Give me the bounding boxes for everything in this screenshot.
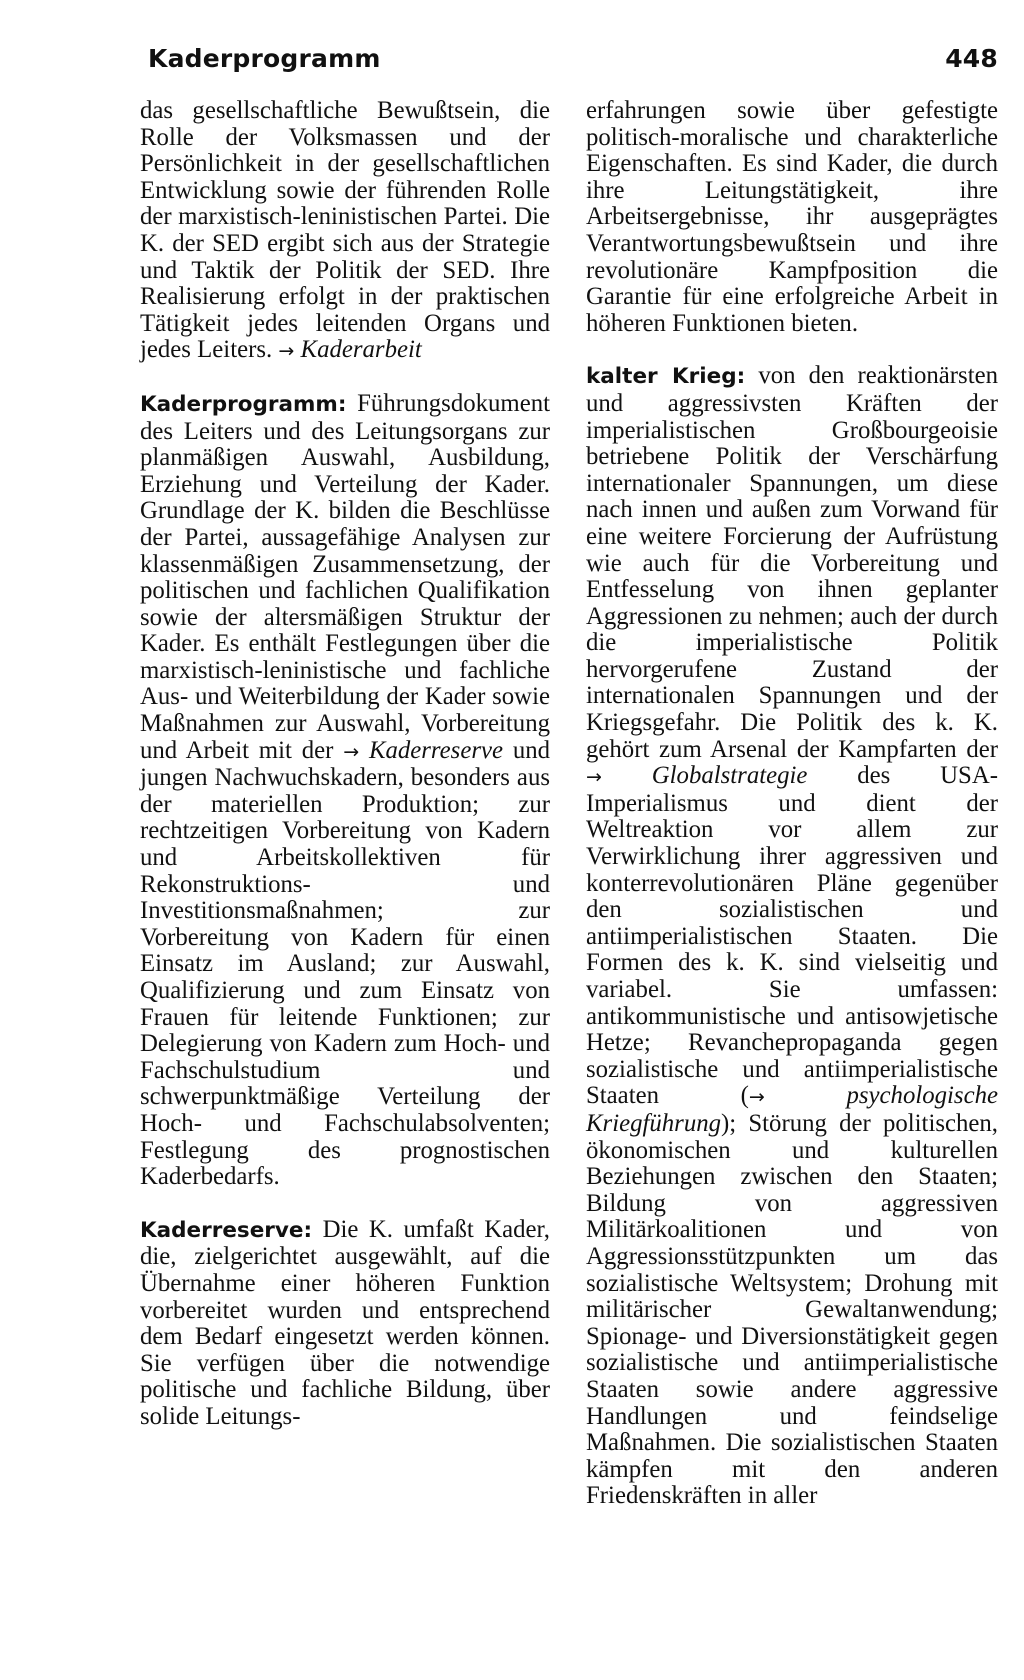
continuation-text: das gesellschaftliche Bewußtsein, die Rolle der Volksmassen und der Persönlichkeit in der gesellschaftlichen Entwicklung sowie der führenden Rolle der marxistisch-leninistischen Partei. Die K. der SED ergibt sich aus der Strategie und Taktik der Politik der SED. Ihre Realisierung erfolgt in der praktischen Tätigkeit jedes leitenden Organs und jedes Leiters. [140,97,550,364]
entry-text: Die K. umfaßt Kader, die, zielgerichtet ausgewählt, auf die Übernahme einer höheren Funktion vorbereitet wurden und entsprechend dem Bedarf eingesetzt werden können. Sie verfügen über die notwendige politische und fachliche Bildung, über solide Leitungs- [140,1215,551,1430]
right-column [586,98,998,1510]
continuation-paragraph [586,98,998,337]
entry-kaderprogramm [140,391,550,1191]
cross-reference-kaderarbeit[interactable]: Kaderarbeit [300,336,422,364]
left-column [140,98,550,1431]
entry-kalter-krieg [586,363,998,1510]
cross-reference-globalstrategie[interactable]: Globalstrategie [651,762,808,790]
entry-kaderreserve [140,1217,550,1431]
entry-text: ); Störung der politischen, ökonomischen und kulturellen Beziehungen zwischen den Staaten; Bildung von aggressiven Militärkoalitionen und von Aggressionsstützpunkten um das sozialistische Weltsystem; Drohung mit militärischer Gewaltanwendung; Spionage- und Diversionstätigkeit gegen sozialistische und antiimperialistische Staaten sowie andere aggressive Handlungen und feindselige Maßnahmen. Die sozialistischen Staaten kämpfen mit den anderen Friedenskräften in aller [586,1109,998,1510]
entry-text: und jungen Nachwuchskadern, besonders aus der materiellen Produktion; zur rechtzeitigen Vorbereitung von Kadern und Arbeitskollektiven für Rekonstruktions- und Investitionsmaßnahmen; zur Vorbereitung von Kadern für einen Einsatz im Ausland; zur Auswahl, Qualifizierung und zum Einsatz von Frauen für leitende Funktionen; zur Delegierung von Kadern zum Hoch- und Fachschulstudium und schwerpunktmäßige Verteilung der Hoch- und Fachschulabsolventen; Festlegung des prognostischen Kaderbedarfs. [140,736,551,1191]
page-number: 448 [945,44,998,73]
entry-text: des USA-Imperialismus und dient der Weltreaktion vor allem zur Verwirklichung ihrer aggressiven und konterrevolutionären Pläne gegenüber den sozialistischen und antiimperialistischen Staaten. Die Formen des k. K. sind vielseitig und variabel. Sie umfassen: antikommunistische und antisowjetische Hetze; Revanchepropaganda gegen sozialistische und antiimperialistische Staaten ( [586,762,998,1110]
headword-kalter-krieg: kalter Krieg: [586,364,746,390]
entry-text: Führungsdokument des Leiters und des Leitungsorgans zur planmäßigen Auswahl, Ausbildung, Erziehung und Verteilung der Kader. Grundlage der K. bilden die Beschlüsse der Partei, aussagefähige Analysen zur klassenmäßigen Zusammensetzung, der politischen und fachlichen Qualifikation sowie der altersmäßigen Struktur der Kader. Es enthält Festlegungen über die marxistisch-leninistische und fachliche Aus- und Weiterbildung der Kader sowie Maßnahmen zur Auswahl, Vorbereitung und Arbeit mit der [140,389,550,764]
cross-reference-arrow-icon: → [343,740,360,763]
entry-text: von den reaktionärsten und aggressivsten Kräften der imperialistischen Großbourgeoisie betriebene Politik der Verschärfung internationaler Spannungen, um diese nach innen und außen zum Vorwand für eine weitere Forcierung der Aufrüstung wie auch für die Vorbereitung und Entfesselung von ihnen geplanter Aggressionen zu nehmen; auch der durch die imperialistische Politik hervorgerufene Zustand der internationalen Spannungen und der Kriegsgefahr. Die Politik des k. K. gehört zum Arsenal der Kampfarten der [586,362,998,763]
continuation-paragraph [140,98,550,365]
headword-kaderreserve: Kaderreserve: [140,1217,313,1243]
cross-reference-arrow-icon: → [278,340,295,363]
cross-reference-psychologische-kriegfuehrung[interactable]: psychologische Kriegführung [586,1082,998,1137]
cross-reference-arrow-icon: → [748,1086,765,1109]
cross-reference-kaderreserve[interactable]: Kaderreserve [368,736,503,764]
cross-reference-arrow-icon: → [586,766,602,789]
running-head-title: Kaderprogramm [148,44,381,73]
continuation-text: erfahrungen sowie über gefestigte politisch-moralische und charakterliche Eigenschaften. Es sind Kader, die durch ihre Leitungstätigkeit, ihre Arbeitsergebnisse, ihr ausgeprägtes Verantwortungsbewußtsein und ihre revolutionäre Kampfposition die Garantie für eine erfolgreiche Arbeit in höheren Funktionen bieten. [586,97,998,337]
headword-kaderprogramm: Kaderprogramm: [140,391,347,417]
